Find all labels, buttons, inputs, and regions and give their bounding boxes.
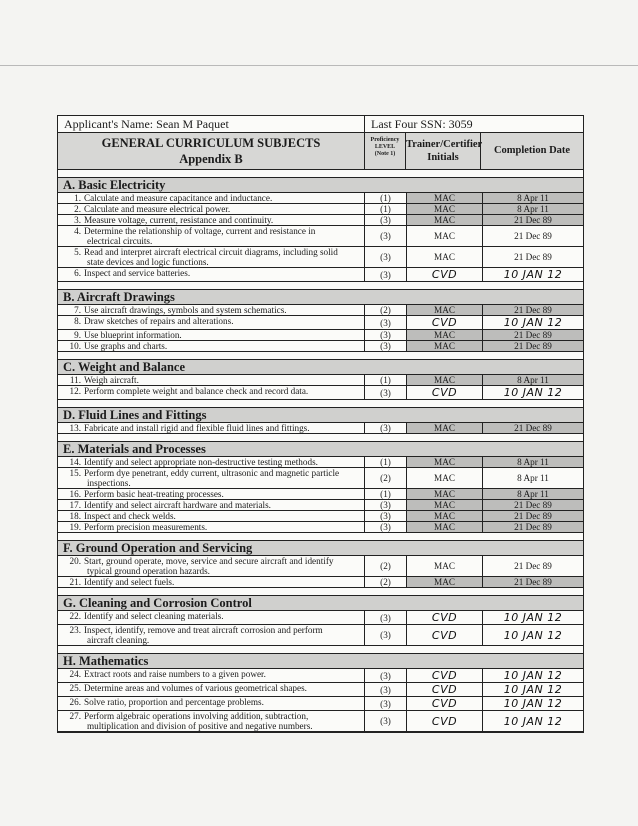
subject-row xyxy=(58,316,583,330)
subject-row xyxy=(58,247,583,268)
level-header-line1: Proficiency xyxy=(370,137,400,143)
section-title: G. Cleaning and Corrosion Control xyxy=(58,596,583,611)
date-text: 21 Dec 89 xyxy=(514,341,552,351)
completion-date xyxy=(482,375,583,385)
subject-cell xyxy=(58,193,364,203)
trainer-header-line2: Initials xyxy=(427,152,459,163)
subject-text: Start, ground operate, move, service and secure aircraft and identify xyxy=(84,556,334,566)
subject-text: Identify and select fuels. xyxy=(84,577,175,587)
initials-text: MAC xyxy=(434,522,455,532)
section-spacer xyxy=(58,646,583,654)
subject-text: Identify and select appropriate non-destructive testing methods. xyxy=(84,457,318,467)
handwritten-initials: CVD xyxy=(431,697,458,710)
subject-cell xyxy=(58,204,364,214)
date-text: 8 Apr 11 xyxy=(517,204,549,214)
subject-text: Determine the relationship of voltage, current and resistance in xyxy=(84,226,316,236)
section-spacer xyxy=(58,170,583,178)
proficiency-level: (2) xyxy=(364,577,406,587)
trainer-initials xyxy=(406,341,482,351)
subject-row xyxy=(58,386,583,400)
trainer-initials xyxy=(406,556,482,576)
handwritten-initials: CVD xyxy=(431,316,458,329)
subject-cell xyxy=(58,330,364,340)
initials-text: MAC xyxy=(434,489,455,499)
subject-text: Solve ratio, proportion and percentage problems. xyxy=(84,697,264,707)
completion-date xyxy=(482,669,583,682)
initials-text: MAC xyxy=(434,473,455,483)
subject-number: 16. xyxy=(69,489,81,499)
subject-row xyxy=(58,193,583,204)
trainer-initials xyxy=(406,386,482,399)
subject-cell xyxy=(58,577,364,587)
trainer-initials xyxy=(406,683,482,696)
subject-number: 23. xyxy=(69,625,81,635)
date-text: 21 Dec 89 xyxy=(514,330,552,340)
subject-number: 14. xyxy=(69,457,81,467)
proficiency-level: (3) xyxy=(364,611,406,624)
subject-cell xyxy=(58,457,364,467)
handwritten-date: 10 JAN 12 xyxy=(503,669,563,682)
subject-number: 22. xyxy=(69,611,81,621)
proficiency-level: (3) xyxy=(364,386,406,399)
proficiency-level: (1) xyxy=(364,193,406,203)
section-spacer xyxy=(58,588,583,596)
subject-row xyxy=(58,457,583,468)
subject-number: 21. xyxy=(69,577,81,587)
date-text: 21 Dec 89 xyxy=(514,305,552,315)
completion-column-header: Completion Date xyxy=(480,133,583,169)
subject-text: Use graphs and charts. xyxy=(84,341,168,351)
subject-number: 24. xyxy=(69,669,81,679)
completion-date xyxy=(482,305,583,315)
handwritten-date: 10 JAN 12 xyxy=(503,697,563,710)
subject-row xyxy=(58,683,583,697)
handwritten-initials: CVD xyxy=(431,611,458,624)
trainer-initials xyxy=(406,226,482,246)
proficiency-level: (3) xyxy=(364,247,406,267)
subject-cell xyxy=(58,683,364,696)
subject-number: 19. xyxy=(69,522,81,532)
proficiency-level: (3) xyxy=(364,226,406,246)
completion-date xyxy=(482,341,583,351)
completion-date xyxy=(482,577,583,587)
proficiency-level: (1) xyxy=(364,375,406,385)
handwritten-date: 10 JAN 12 xyxy=(503,386,563,399)
subject-number: 9. xyxy=(74,330,81,340)
proficiency-level: (2) xyxy=(364,305,406,315)
subject-cell xyxy=(58,247,364,267)
handwritten-date: 10 JAN 12 xyxy=(503,268,563,281)
subject-number: 25. xyxy=(69,683,81,693)
trainer-initials xyxy=(406,423,482,433)
initials-text: MAC xyxy=(434,231,455,241)
initials-text: MAC xyxy=(434,457,455,467)
handwritten-initials: CVD xyxy=(431,386,458,399)
subject-row xyxy=(58,375,583,386)
subject-text-continued: inspections. xyxy=(87,478,131,488)
completion-date xyxy=(482,457,583,467)
subject-text-continued: aircraft cleaning. xyxy=(87,635,150,645)
subject-cell xyxy=(58,625,364,645)
section-title: B. Aircraft Drawings xyxy=(58,290,583,305)
subject-text: Draw sketches of repairs and alterations. xyxy=(84,316,234,326)
trainer-initials xyxy=(406,711,482,731)
proficiency-level: (3) xyxy=(364,625,406,645)
trainer-initials xyxy=(406,697,482,710)
subject-cell xyxy=(58,375,364,385)
subject-text: Perform precision measurements. xyxy=(84,522,208,532)
subject-row xyxy=(58,489,583,500)
proficiency-level: (1) xyxy=(364,204,406,214)
subject-cell xyxy=(58,341,364,351)
proficiency-level: (2) xyxy=(364,468,406,488)
form-title-line2: Appendix B xyxy=(179,152,243,166)
completion-date xyxy=(482,386,583,399)
proficiency-level: (3) xyxy=(364,683,406,696)
completion-date xyxy=(482,316,583,329)
trainer-initials xyxy=(406,522,482,532)
proficiency-level: (3) xyxy=(364,423,406,433)
subject-cell xyxy=(58,511,364,521)
date-text: 21 Dec 89 xyxy=(514,215,552,225)
subject-number: 13. xyxy=(69,423,81,433)
initials-text: MAC xyxy=(434,375,455,385)
subject-text: Identify and select aircraft hardware and materials. xyxy=(84,500,271,510)
subject-text: Identify and select cleaning materials. xyxy=(84,611,224,621)
completion-date xyxy=(482,268,583,281)
subject-text: Read and interpret aircraft electrical circuit diagrams, including solid xyxy=(84,247,338,257)
trainer-initials xyxy=(406,468,482,488)
section-spacer xyxy=(58,282,583,290)
date-text: 8 Apr 11 xyxy=(517,489,549,499)
date-text: 21 Dec 89 xyxy=(514,522,552,532)
initials-text: MAC xyxy=(434,193,455,203)
trainer-initials xyxy=(406,489,482,499)
subject-row xyxy=(58,669,583,683)
section-spacer xyxy=(58,352,583,360)
subject-number: 20. xyxy=(69,556,81,566)
initials-text: MAC xyxy=(434,252,455,262)
completion-date xyxy=(482,489,583,499)
subject-cell xyxy=(58,305,364,315)
date-text: 21 Dec 89 xyxy=(514,500,552,510)
trainer-initials xyxy=(406,611,482,624)
subject-row xyxy=(58,611,583,625)
proficiency-level: (3) xyxy=(364,697,406,710)
applicant-ssn: Last Four SSN: 3059 xyxy=(364,116,583,132)
subject-number: 17. xyxy=(69,500,81,510)
level-header-line3: (Note 1) xyxy=(374,151,396,157)
handwritten-date: 10 JAN 12 xyxy=(503,316,563,329)
subject-text: Perform complete weight and balance check and record data. xyxy=(84,386,309,396)
subject-text: Inspect, identify, remove and treat aircraft corrosion and perform xyxy=(84,625,323,635)
completion-date xyxy=(482,423,583,433)
proficiency-level: (1) xyxy=(364,489,406,499)
subject-number: 8. xyxy=(74,316,81,326)
subject-row xyxy=(58,330,583,341)
date-text: 8 Apr 11 xyxy=(517,193,549,203)
completion-date xyxy=(482,625,583,645)
subject-cell xyxy=(58,669,364,682)
subject-row xyxy=(58,697,583,711)
subject-cell xyxy=(58,316,364,329)
completion-date xyxy=(482,468,583,488)
trainer-initials xyxy=(406,511,482,521)
completion-date xyxy=(482,204,583,214)
handwritten-initials: CVD xyxy=(431,714,458,728)
subject-text-continued: typical ground operation hazards. xyxy=(87,566,210,576)
proficiency-level: (3) xyxy=(364,669,406,682)
handwritten-date: 10 JAN 12 xyxy=(503,628,563,642)
subject-number: 26. xyxy=(69,697,81,707)
completion-date xyxy=(482,711,583,731)
subject-number: 11. xyxy=(69,375,81,385)
initials-text: MAC xyxy=(434,204,455,214)
trainer-initials xyxy=(406,204,482,214)
trainer-initials xyxy=(406,268,482,281)
subject-cell xyxy=(58,611,364,624)
subject-text: Perform basic heat-treating processes. xyxy=(84,489,224,499)
date-text: 21 Dec 89 xyxy=(514,561,552,571)
initials-text: MAC xyxy=(434,511,455,521)
section-spacer xyxy=(58,400,583,408)
sections-container xyxy=(58,170,583,732)
section-spacer xyxy=(58,434,583,442)
trainer-column-header xyxy=(405,133,483,169)
completion-date xyxy=(482,556,583,576)
proficiency-level: (3) xyxy=(364,268,406,281)
section-title: F. Ground Operation and Servicing xyxy=(58,541,583,556)
subject-row xyxy=(58,341,583,352)
subject-number: 6. xyxy=(74,268,81,278)
subject-cell xyxy=(58,226,364,246)
applicant-header-row xyxy=(58,116,583,133)
form-title xyxy=(58,133,364,169)
trainer-initials xyxy=(406,669,482,682)
subject-row xyxy=(58,511,583,522)
section-title: A. Basic Electricity xyxy=(58,178,583,193)
subject-number: 5. xyxy=(74,247,81,257)
subject-number: 27. xyxy=(69,711,81,721)
completion-date xyxy=(482,226,583,246)
subject-row xyxy=(58,226,583,247)
date-text: 21 Dec 89 xyxy=(514,423,552,433)
subject-row xyxy=(58,305,583,316)
date-text: 21 Dec 89 xyxy=(514,231,552,241)
initials-text: MAC xyxy=(434,577,455,587)
subject-text: Perform algebraic operations involving addition, subtraction, xyxy=(84,711,309,721)
subject-cell xyxy=(58,215,364,225)
subject-cell xyxy=(58,500,364,510)
subject-row xyxy=(58,711,583,732)
subject-row xyxy=(58,423,583,434)
date-text: 8 Apr 11 xyxy=(517,473,549,483)
completion-date xyxy=(482,193,583,203)
subject-row xyxy=(58,215,583,226)
handwritten-initials: CVD xyxy=(431,628,458,642)
completion-date xyxy=(482,247,583,267)
proficiency-level: (3) xyxy=(364,511,406,521)
initials-text: MAC xyxy=(434,423,455,433)
form-title-line1: GENERAL CURRICULUM SUBJECTS xyxy=(101,136,321,150)
initials-text: MAC xyxy=(434,561,455,571)
subject-cell xyxy=(58,711,364,731)
initials-text: MAC xyxy=(434,500,455,510)
completion-date xyxy=(482,215,583,225)
handwritten-date: 10 JAN 12 xyxy=(503,714,563,728)
subject-number: 2. xyxy=(74,204,81,214)
proficiency-level: (3) xyxy=(364,522,406,532)
subject-text: Calculate and measure electrical power. xyxy=(84,204,231,214)
table-header-row xyxy=(58,133,583,170)
subject-number: 7. xyxy=(74,305,81,315)
trainer-initials xyxy=(406,330,482,340)
proficiency-level: (3) xyxy=(364,341,406,351)
subject-text: Calculate and measure capacitance and inductance. xyxy=(84,193,273,203)
section-title: E. Materials and Processes xyxy=(58,442,583,457)
subject-number: 1. xyxy=(74,193,81,203)
trainer-initials xyxy=(406,375,482,385)
section-title: C. Weight and Balance xyxy=(58,360,583,375)
subject-cell xyxy=(58,423,364,433)
subject-text: Determine areas and volumes of various geometrical shapes. xyxy=(84,683,307,693)
completion-date xyxy=(482,683,583,696)
subject-number: 12. xyxy=(69,386,81,396)
date-text: 21 Dec 89 xyxy=(514,577,552,587)
trainer-initials xyxy=(406,305,482,315)
subject-text-continued: electrical circuits. xyxy=(87,236,153,246)
date-text: 8 Apr 11 xyxy=(517,375,549,385)
subject-text: Use aircraft drawings, symbols and system schematics. xyxy=(84,305,287,315)
subject-text: Perform dye penetrant, eddy current, ultrasonic and magnetic particle xyxy=(84,468,340,478)
trainer-initials xyxy=(406,500,482,510)
subject-text: Weigh aircraft. xyxy=(84,375,139,385)
subject-text: Use blueprint information. xyxy=(84,330,182,340)
subject-text-continued: state devices and logic functions. xyxy=(87,257,209,267)
level-header-line2: LEVEL xyxy=(374,144,396,150)
curriculum-form xyxy=(57,115,584,733)
proficiency-level: (1) xyxy=(364,457,406,467)
trainer-initials xyxy=(406,577,482,587)
initials-text: MAC xyxy=(434,341,455,351)
subject-cell xyxy=(58,522,364,532)
subject-cell xyxy=(58,268,364,281)
subject-row xyxy=(58,500,583,511)
subject-row xyxy=(58,468,583,489)
applicant-name: Applicant's Name: Sean M Paquet xyxy=(64,117,229,131)
subject-text: Inspect and check welds. xyxy=(84,511,176,521)
completion-date xyxy=(482,611,583,624)
handwritten-initials: CVD xyxy=(431,268,458,281)
section-title: H. Mathematics xyxy=(58,654,583,669)
subject-number: 10. xyxy=(69,341,81,351)
subject-cell xyxy=(58,489,364,499)
handwritten-date: 10 JAN 12 xyxy=(503,611,563,624)
subject-number: 15. xyxy=(69,468,81,478)
trainer-initials xyxy=(406,215,482,225)
handwritten-date: 10 JAN 12 xyxy=(503,683,563,696)
completion-date xyxy=(482,511,583,521)
subject-row xyxy=(58,522,583,533)
proficiency-level: (3) xyxy=(364,711,406,731)
completion-date xyxy=(482,522,583,532)
date-text: 21 Dec 89 xyxy=(514,252,552,262)
proficiency-level: (3) xyxy=(364,316,406,329)
trainer-initials xyxy=(406,247,482,267)
subject-text: Fabricate and install rigid and flexible fluid lines and fittings. xyxy=(84,423,310,433)
initials-text: MAC xyxy=(434,215,455,225)
proficiency-level: (3) xyxy=(364,500,406,510)
initials-text: MAC xyxy=(434,330,455,340)
subject-cell xyxy=(58,697,364,710)
subject-number: 3. xyxy=(74,215,81,225)
date-text: 21 Dec 89 xyxy=(514,511,552,521)
subject-text: Extract roots and raise numbers to a given power. xyxy=(84,669,266,679)
section-spacer xyxy=(58,533,583,541)
subject-number: 4. xyxy=(74,226,81,236)
proficiency-level: (3) xyxy=(364,330,406,340)
subject-number: 18. xyxy=(69,511,81,521)
trainer-header-line1: Trainer/Certifier xyxy=(406,139,483,150)
trainer-initials xyxy=(406,625,482,645)
date-text: 8 Apr 11 xyxy=(517,457,549,467)
level-column-header xyxy=(364,133,405,169)
handwritten-initials: CVD xyxy=(431,669,458,682)
scan-edge-line xyxy=(0,65,638,66)
completion-date xyxy=(482,500,583,510)
subject-row xyxy=(58,577,583,588)
completion-date xyxy=(482,330,583,340)
subject-cell xyxy=(58,386,364,399)
subject-cell xyxy=(58,468,364,488)
completion-date xyxy=(482,697,583,710)
proficiency-level: (3) xyxy=(364,215,406,225)
subject-row xyxy=(58,204,583,215)
trainer-initials xyxy=(406,457,482,467)
trainer-initials xyxy=(406,316,482,329)
subject-text: Inspect and service batteries. xyxy=(84,268,191,278)
subject-cell xyxy=(58,556,364,576)
subject-text-continued: multiplication and division of positive and negative numbers. xyxy=(87,721,313,731)
proficiency-level: (2) xyxy=(364,556,406,576)
trainer-initials xyxy=(406,193,482,203)
section-title: D. Fluid Lines and Fittings xyxy=(58,408,583,423)
subject-text: Measure voltage, current, resistance and continuity. xyxy=(84,215,274,225)
initials-text: MAC xyxy=(434,305,455,315)
subject-row xyxy=(58,625,583,646)
subject-row xyxy=(58,556,583,577)
handwritten-initials: CVD xyxy=(431,683,458,696)
subject-row xyxy=(58,268,583,282)
